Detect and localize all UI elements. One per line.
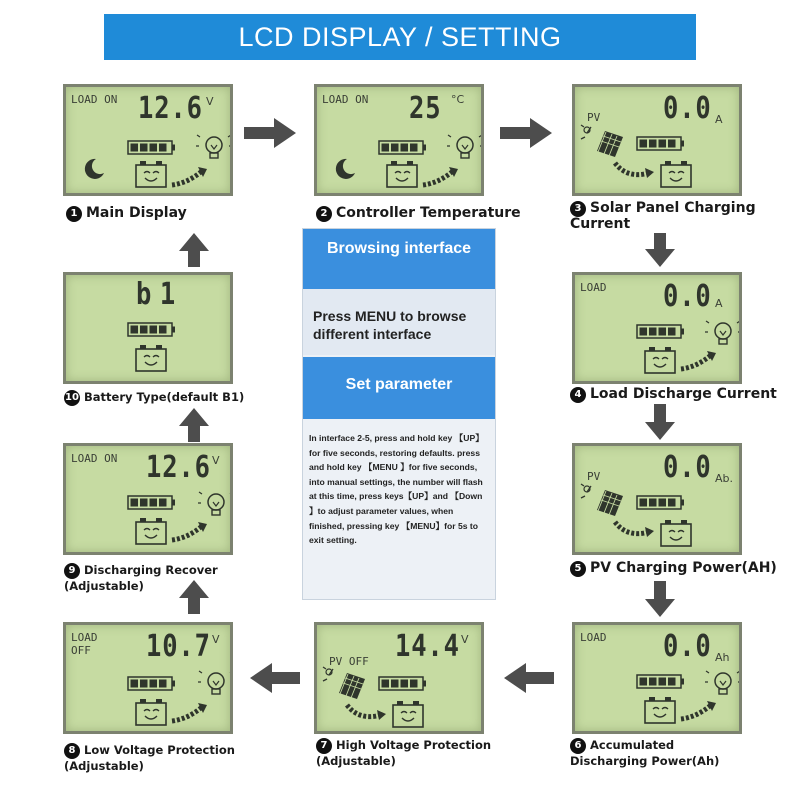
lcd-unit: Ah (715, 651, 730, 664)
lcd-unit: V (461, 633, 469, 646)
caption-text: Controller Temperature (336, 205, 521, 221)
arrow-down-icon (645, 233, 675, 267)
lcd-screen-low-voltage-protection (63, 622, 233, 734)
battery-level-icon (637, 137, 684, 150)
moon-icon (336, 159, 355, 179)
battery-face-icon (645, 347, 675, 373)
browsing-interface-header: Browsing interface (303, 229, 495, 289)
arrow-up-icon (179, 580, 209, 614)
lcd-value: 10.7 (146, 629, 211, 664)
caption-text: Main Display (86, 205, 187, 221)
load-flow-arrow-icon (423, 167, 458, 185)
lcd-status-label: PV (587, 111, 601, 124)
step-number: 5 (570, 561, 586, 577)
lcd-screen-accumulated-discharging-power (572, 622, 742, 734)
moon-icon (85, 159, 104, 179)
battery-face-icon (661, 520, 691, 546)
lcd-status-label: LOAD (580, 281, 607, 294)
battery-level-icon (637, 675, 684, 688)
step-number: 10 (64, 390, 80, 406)
battery-level-icon (128, 141, 175, 154)
caption-low-voltage-protection (64, 743, 244, 774)
battery-level-icon (128, 323, 175, 336)
arrow-down-icon (645, 404, 675, 440)
caption-text: Discharging Recover (Adjustable) (64, 563, 218, 593)
arrow-right-icon (244, 118, 296, 148)
caption-text: Low Voltage Protection (Adjustable) (64, 743, 235, 773)
step-number: 7 (316, 738, 332, 754)
battery-face-icon (136, 699, 166, 725)
lcd-unit: A (715, 113, 723, 126)
lcd-value: b1 (136, 277, 184, 312)
caption-high-voltage-protection (316, 738, 506, 769)
lcd-value: 0.0 (663, 629, 712, 664)
bulb-icon (198, 671, 233, 694)
pv-flow-arrow-icon (615, 163, 654, 178)
load-flow-arrow-icon (681, 351, 716, 369)
lcd-unit: V (206, 95, 214, 108)
lcd-status-label: LOAD ON (71, 93, 118, 106)
solar-panel-icon (581, 125, 623, 157)
page-title: LCD DISPLAY / SETTING (104, 14, 696, 60)
lcd-screen-controller-temperature (314, 84, 484, 196)
set-parameter-instructions: In interface 2-5, press and hold key 【UP】for five seconds, restoring defaults. press and hold key 【MENU 】for five seconds, into manual settings, the number will flash at this time, press keys【UP】and 【Down 】to adjust parameter values, when finished, pressing key 【MENU】for 5s to exit setting. (309, 433, 484, 546)
battery-face-icon (393, 701, 423, 727)
step-number: 8 (64, 743, 80, 759)
lcd-status-label: PV (587, 470, 601, 483)
load-flow-arrow-icon (172, 522, 207, 540)
bulb-icon (705, 321, 741, 344)
caption-controller-temperature (316, 206, 521, 222)
battery-level-icon (637, 496, 684, 509)
step-number: 2 (316, 206, 332, 222)
bulb-icon (705, 671, 741, 694)
lcd-status-label: LOAD (580, 631, 607, 644)
lcd-screen-high-voltage-protection (314, 622, 484, 734)
lcd-value: 0.0 (663, 279, 712, 314)
lcd-screen-pv-charging-power (572, 443, 742, 555)
bulb-icon (198, 492, 233, 515)
step-number: 4 (570, 387, 586, 403)
battery-face-icon (661, 161, 691, 187)
battery-level-icon (128, 677, 175, 690)
lcd-value: 0.0 (663, 91, 712, 126)
caption-text: Load Discharge Current (590, 386, 777, 402)
step-number: 9 (64, 563, 80, 579)
lcd-unit: °C (451, 93, 465, 106)
caption-load-discharge-current (570, 387, 777, 403)
lcd-screen-battery-type (63, 272, 233, 384)
arrow-up-icon (179, 233, 209, 267)
load-flow-arrow-icon (681, 701, 716, 719)
step-number: 3 (570, 201, 586, 217)
lcd-unit: V (212, 633, 220, 646)
battery-level-icon (128, 496, 175, 509)
caption-solar-charging-current (570, 201, 770, 232)
lcd-value: 12.6 (146, 450, 211, 485)
caption-battery-type (64, 390, 244, 406)
lcd-status-label: PV OFF (329, 655, 369, 668)
battery-level-icon (379, 677, 426, 690)
set-parameter-header: Set parameter (303, 357, 495, 419)
battery-face-icon (387, 161, 417, 187)
battery-face-icon (136, 345, 166, 371)
battery-face-icon (136, 161, 166, 187)
battery-level-icon (379, 141, 426, 154)
lcd-screen-discharging-recover (63, 443, 233, 555)
lcd-screen-solar-charging-current (572, 84, 742, 196)
caption-text: Accumulated Discharging Power(Ah) (570, 738, 720, 768)
pv-flow-arrow-icon (347, 705, 386, 720)
lcd-screen-main-display (63, 84, 233, 196)
lcd-status-label: LOAD OFF (71, 631, 98, 657)
lcd-value: 14.4 (395, 629, 460, 664)
instructions-panel (302, 228, 496, 600)
pv-flow-arrow-icon (615, 522, 654, 537)
bulb-icon (447, 135, 483, 158)
solar-panel-icon (323, 667, 365, 699)
load-flow-arrow-icon (172, 703, 207, 721)
arrow-left-icon (250, 663, 300, 693)
battery-level-icon (637, 325, 684, 338)
arrow-up-icon (179, 408, 209, 442)
lcd-unit: V (212, 454, 220, 467)
battery-face-icon (645, 697, 675, 723)
bulb-icon (196, 135, 232, 158)
lcd-value: 25 (409, 91, 442, 126)
caption-text: High Voltage Protection (Adjustable) (316, 738, 492, 768)
step-number: 1 (66, 206, 82, 222)
arrow-down-icon (645, 581, 675, 617)
caption-text: Solar Panel Charging Current (570, 200, 756, 232)
caption-accumulated-discharging-power (570, 738, 750, 769)
lcd-status-label: LOAD ON (322, 93, 369, 106)
load-flow-arrow-icon (172, 167, 207, 185)
caption-text: Battery Type(default B1) (84, 390, 245, 404)
lcd-status-label: LOAD ON (71, 452, 118, 465)
step-number: 6 (570, 738, 586, 754)
arrow-left-icon (504, 663, 554, 693)
browsing-instructions: Press MENU to browse different interface (303, 289, 495, 355)
arrow-right-icon (500, 118, 552, 148)
lcd-value: 12.6 (138, 91, 203, 126)
lcd-unit: Ab. (715, 472, 734, 485)
lcd-screen-load-discharge-current (572, 272, 742, 384)
solar-panel-icon (581, 484, 623, 516)
caption-pv-charging-power (570, 561, 777, 577)
caption-main-display (66, 206, 187, 222)
lcd-unit: A (715, 297, 723, 310)
caption-text: PV Charging Power(AH) (590, 560, 777, 576)
lcd-value: 0.0 (663, 450, 712, 485)
battery-face-icon (136, 518, 166, 544)
